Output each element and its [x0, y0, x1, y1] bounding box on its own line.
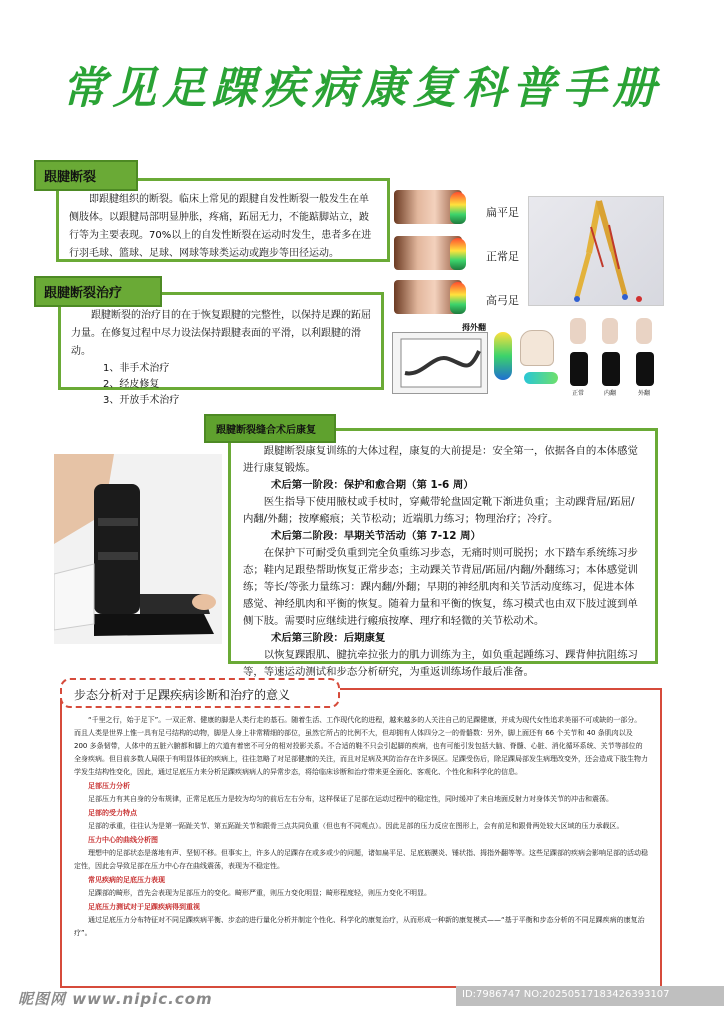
foot-alignment-figure [566, 318, 664, 398]
pressure-map [570, 352, 588, 386]
graph-title: 拇外翻 [462, 323, 486, 332]
list-item: 3、开放手术治疗 [103, 395, 180, 406]
skeleton-figure [529, 197, 665, 307]
normal-foot-pressure-map [450, 238, 466, 270]
foot-types-figure [394, 190, 524, 320]
leg-image [602, 318, 618, 344]
image-id-bar: ID:7986747 NO:20250517183426393107 [456, 986, 724, 1006]
phase-text: 医生指导下使用腋杖或手杖时，穿戴带轮盘固定靴下渐进负重；主动踝背屈/跖屈/内翻/外翻；按摩瘢痕；关节松动；近端肌力练习；物理治疗；冷疗。 [243, 496, 635, 525]
foot-caption: 内翻 [604, 390, 617, 397]
section-text: 跟腱断裂的治疗目的在于恢复跟腱的完整性，以保持足踝的跖屈力量。在修复过程中尽力设法保持跟腱表面的平滑，以利跟腱的滑动。 [71, 310, 371, 357]
walking-boot-image [54, 454, 222, 644]
paragraph: 足部压力有其自身的分布规律，正常足底压力是较为均匀的前后左右分布，这样保证了足部在运动过程中的稳定性，同时缓冲了来自地面反射力对身体关节的冲击和震荡。 [88, 795, 613, 803]
phase-text: 在保护下可耐受负重到完全负重练习步态，无痛时则可脱拐；水下踏车系统练习步态；鞋内足跟垫帮助恢复正常步态；主动踝关节背屈/跖屈/内翻/外翻练习；本体感觉训练；等长/等张力量练习：踝内翻/外翻；早期的神经肌肉和关节活动度练习，促进本体感觉、神经肌肉和平衡的恢复。随着力量和平衡的恢复，练习模式也由双下肢过渡到单侧下肢。需要时应继续进行瘢痕按摩、理疗和轻微的关节松动术。 [243, 547, 638, 627]
gait-curve-chart [392, 332, 488, 394]
section-tab: 跟腱断裂缝合术后康复 [204, 414, 336, 443]
paragraph: 通过足底压力分布特征对不同足踝疾病平衡、步态的进行量化分析并制定个性化、科学化的康复治疗，从而形成一种新的康复模式——“基于平衡和步态分析的不同足踝疾病的康复治疗”。 [74, 916, 645, 937]
section-post-op-rehab [228, 428, 658, 678]
flat-foot-pressure-map [450, 192, 466, 224]
section-tab: 跟腱断裂治疗 [34, 276, 162, 307]
section-gait-analysis [60, 688, 662, 988]
gait-skeleton-image [528, 196, 664, 306]
section-intro: 跟腱断裂康复训练的大体过程，康复的大前提是：安全第一，依据各自的本体感觉进行康复锻炼。 [243, 445, 638, 474]
foot-caption: 外翻 [638, 390, 651, 397]
subheading: 常见疾病的足底压力表现 [88, 876, 165, 884]
bunion-foot-image [520, 330, 554, 366]
insole-image [524, 372, 558, 384]
phase-title: 术后第三阶段：后期康复 [271, 632, 386, 644]
list-item: 2、经皮修复 [103, 379, 160, 390]
pressure-map [494, 332, 512, 380]
foot-caption: 正常 [572, 390, 585, 397]
leg-image [570, 318, 586, 344]
pressure-map [602, 352, 620, 386]
hallux-valgus-figure [392, 322, 560, 398]
pressure-map [636, 352, 654, 386]
leg-image [636, 318, 652, 344]
section-tab: 步态分析对于足踝疾病诊断和治疗的意义 [60, 678, 340, 708]
foot-label: 高弓足 [486, 294, 519, 307]
phase-text: 以恢复踝跟肌、腱抗牵拉张力的肌力训练为主，如负重起踵练习、踝背伸抗阻练习等，等速运动测试和步态分析研究，为重返训练场作最后准备。 [243, 649, 638, 678]
subheading: 足部压力分析 [88, 782, 130, 790]
paragraph: 理想中的足部状态是落地有声、坚韧不移。但事实上，许多人的足踝存在或多或少的问题，诸如扁平足、足底筋膜炎、锤状指、拇指外翻等等。这些足踝部的疾病会影响足部的活动稳定性，因此会导致足部在压力中心存在曲线震荡，表现为不稳定性。 [74, 849, 648, 870]
foot-label: 扁平足 [486, 206, 519, 219]
subheading: 足底压力测试对于足踝疾病得到重视 [88, 903, 200, 911]
foot-label: 正常足 [486, 250, 519, 263]
phase-title: 术后第一阶段：保护和愈合期（第 1-6 周） [271, 479, 474, 491]
list-item: 1、非手术治疗 [103, 363, 170, 374]
section-intro: “千里之行，始于足下”。一双正常、健康的脚是人类行走的基石。随着生活、工作现代化的进程，越来越多的人关注自己的足踝健康，并成为现代女性追求美丽不可或缺的一部分。而且人类是世界上惟一具有足弓结构的动物，脚是人身上非常精细的部位，虽然它所占的比例不大，但却拥有人体四分之一的骨骼数：另外，脚上面还有 66 个关节和 40 条肌肉以及 200 多条韧带，人体中的五脏六腑都和脚上的穴道有着密不可分的相对投影关系。不合适的鞋不只会引起脚的疾病，也有可能引发包括大脑、脊髓、心脏、消化循环系统、关节等部位的全身疾病。但目前多数人局限于有明显体征的疾病上，往往忽略了对足部健康的关注，而且对足病及其防治存在许多误区。足踝受伤后，除足踝局部发生病理改变外，还会造成下肢生物力学发生结构性变化，因此，通过足底压力来分析足踝疾病病人的异常步态，将给临床诊断和治疗带来更全面化、客观化、个性化和科学化的信息。 [74, 716, 648, 776]
subheading: 压力中心的曲线分析图 [88, 836, 158, 844]
subheading: 足部的受力特点 [88, 809, 137, 817]
paragraph: 足踝部的畸形，首先会表现为足部压力的变化。畸形严重，则压力变化明显；畸形程度轻，则压力变化不明显。 [88, 889, 431, 897]
section-tab: 跟腱断裂 [34, 160, 138, 191]
high-arch-foot-pressure-map [450, 282, 466, 314]
phase-title: 术后第二阶段：早期关节活动（第 7-12 周） [271, 530, 481, 542]
watermark: 昵图网 www.nipic.com [18, 990, 213, 1008]
section-text: 即跟腱组织的断裂。临床上常见的跟腱自发性断裂一般发生在单侧肢体。以跟腱局部明显肿胀，疼痛，跖屈无力，不能踮脚站立，跛行等为主要表现。70%以上的自发性断裂在运动时发生，患者多在进行羽毛球、篮球、足球、网球等球类运动或跑步等田径运动。 [69, 194, 372, 259]
page-title: 常见足踝疾病康复科普手册 [62, 63, 662, 114]
paragraph: 足部的承重，往往认为是第一跖趾关节、第五跖趾关节和跟骨三点共同负重（但也有不同观点）。因此足部的压力反应在图形上，会有前足和跟骨两处较大区域的压力承载区。 [88, 822, 624, 830]
